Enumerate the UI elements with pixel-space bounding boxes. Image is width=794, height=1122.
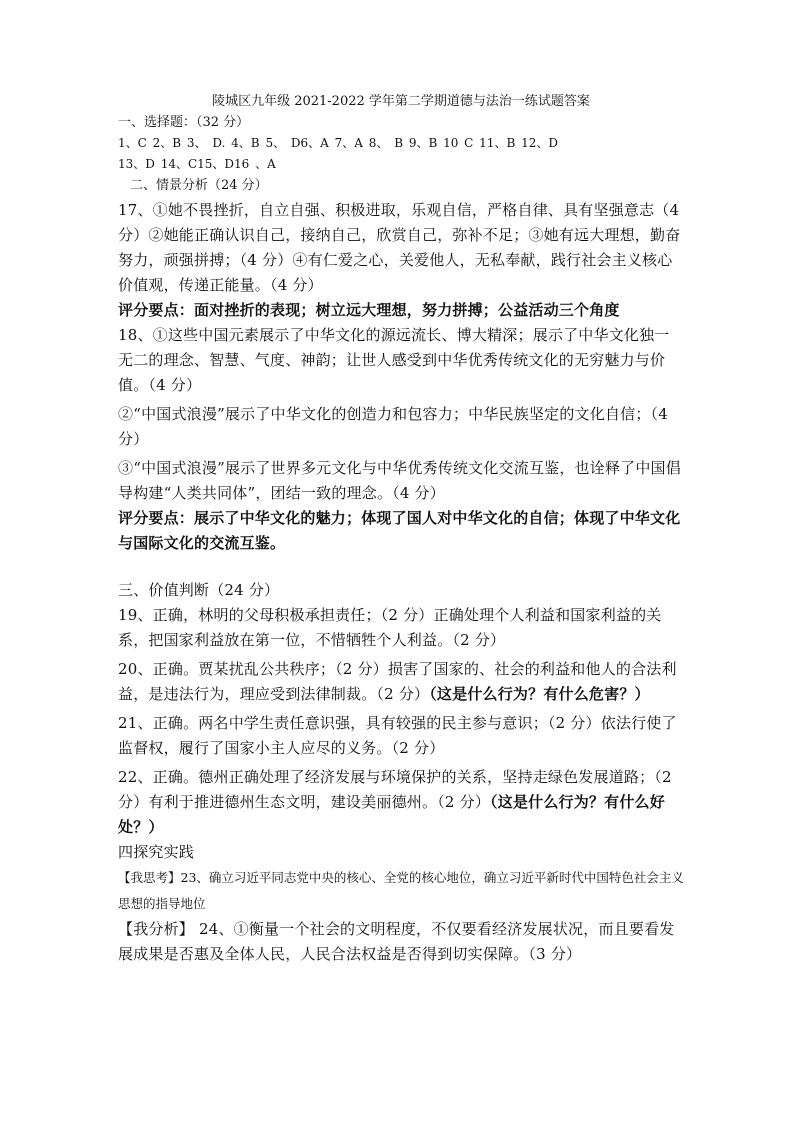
q18-scoring-points: 评分要点：展示了中华文化的魅力；体现了国人对中华文化的自信；体现了中华文化与国际文化的交流互鉴。 bbox=[118, 509, 681, 552]
q20-note: （这是什么行为？有什么危害？） bbox=[429, 685, 650, 703]
section1-heading: 一、选择题：（32 分） bbox=[118, 115, 250, 130]
section2-heading: 二、情景分析（24 分） bbox=[130, 178, 268, 193]
section4-heading: 四探究实践 bbox=[118, 843, 195, 861]
section3-heading: 三、价值判断（24 分） bbox=[118, 581, 280, 599]
q24-answer: 【我分析】 24、①衡量一个社会的文明程度，不仅要看经济发展状况，而且要看发展成果是否惠及全体人民，人民合法权益是否得到切实保障。（3 分） bbox=[118, 920, 675, 963]
section1-answers-row2: 13、D 14、C15、D16 、A bbox=[118, 157, 276, 171]
q20-answer-text: 20、正确。贾某扰乱公共秩序；（2 分）损害了国家的、社会的利益和他人的合法利益，是违法行为，理应受到法律制裁。（2 分） bbox=[118, 660, 677, 703]
q18-answer-part2: ②“中国式浪漫”展示了中华文化的创造力和包容力；中华民族坚定的文化自信；（4 分） bbox=[118, 405, 668, 448]
q22-answer-text: 22、正确。德州正确处理了经济发展与环境保护的关系，坚持走绿色发展道路；（2 分）有利于推进德州生态文明，建设美丽德州。（2 分） bbox=[118, 768, 672, 811]
section1-answers-row1: 1、C 2、B 3、 D. 4、B 5、 D6、A 7、A 8、 B 9、B 10 C 11、B 12、D bbox=[118, 136, 558, 150]
answer-sheet bbox=[118, 92, 684, 967]
q20-answer bbox=[118, 657, 684, 707]
q18-answer-part3: ③“中国式浪漫”展示了世界多元文化与中华优秀传统文化交流互鉴，也诠释了中国倡导构建“人类共同体”，团结一致的理念。（4 分） bbox=[118, 459, 681, 502]
q17-answer: 17、①她不畏挫折，自立自强、积极进取，乐观自信，严格自律、具有坚强意志（4 分）②她能正确认识自己，接纳自己，欣赏自己，弥补不足；③她有远大理想，勤奋努力，顽强拼搏；（4 分）④有仁爱之心，关爱他人，无私奉献，践行社会主义核心价值观，传递正能量。（4 分） bbox=[118, 201, 681, 294]
q23-answer: 【我思考】23、确立习近平同志党中央的核心、全党的核心地位，确立习近平新时代中国特色社会主义思想的指导地位 bbox=[118, 870, 684, 911]
q19-answer: 19、正确，林明的父母积极承担责任；（2 分）正确处理个人利益和国家利益的关系，把国家利益放在第一位，不惜牺牲个人利益。（2 分） bbox=[118, 606, 662, 649]
section-spacer bbox=[118, 556, 684, 578]
q17-scoring-points: 评分要点：面对挫折的表现；树立远大理想，努力拼搏；公益活动三个角度 bbox=[118, 301, 620, 319]
q22-note: （这是什么行为？有什么好处？） bbox=[118, 793, 665, 836]
q18-answer-part1: 18、①这些中国元素展示了中华文化的源远流长、博大精深；展示了中华文化独一无二的理念、智慧、气度、神韵；让世人感受到中华优秀传统文化的无穷魅力与价值。（4 分） bbox=[118, 326, 670, 394]
q21-answer: 21、正确。两名中学生责任意识强，具有较强的民主参与意识；（2 分）依法行使了监督权，履行了国家小主人应尽的义务。（2 分） bbox=[118, 714, 677, 757]
document-title: 陵城区九年级 2021-2022 学年第二学期道德与法治一练试题答案 bbox=[212, 94, 590, 109]
q22-answer bbox=[118, 765, 684, 840]
